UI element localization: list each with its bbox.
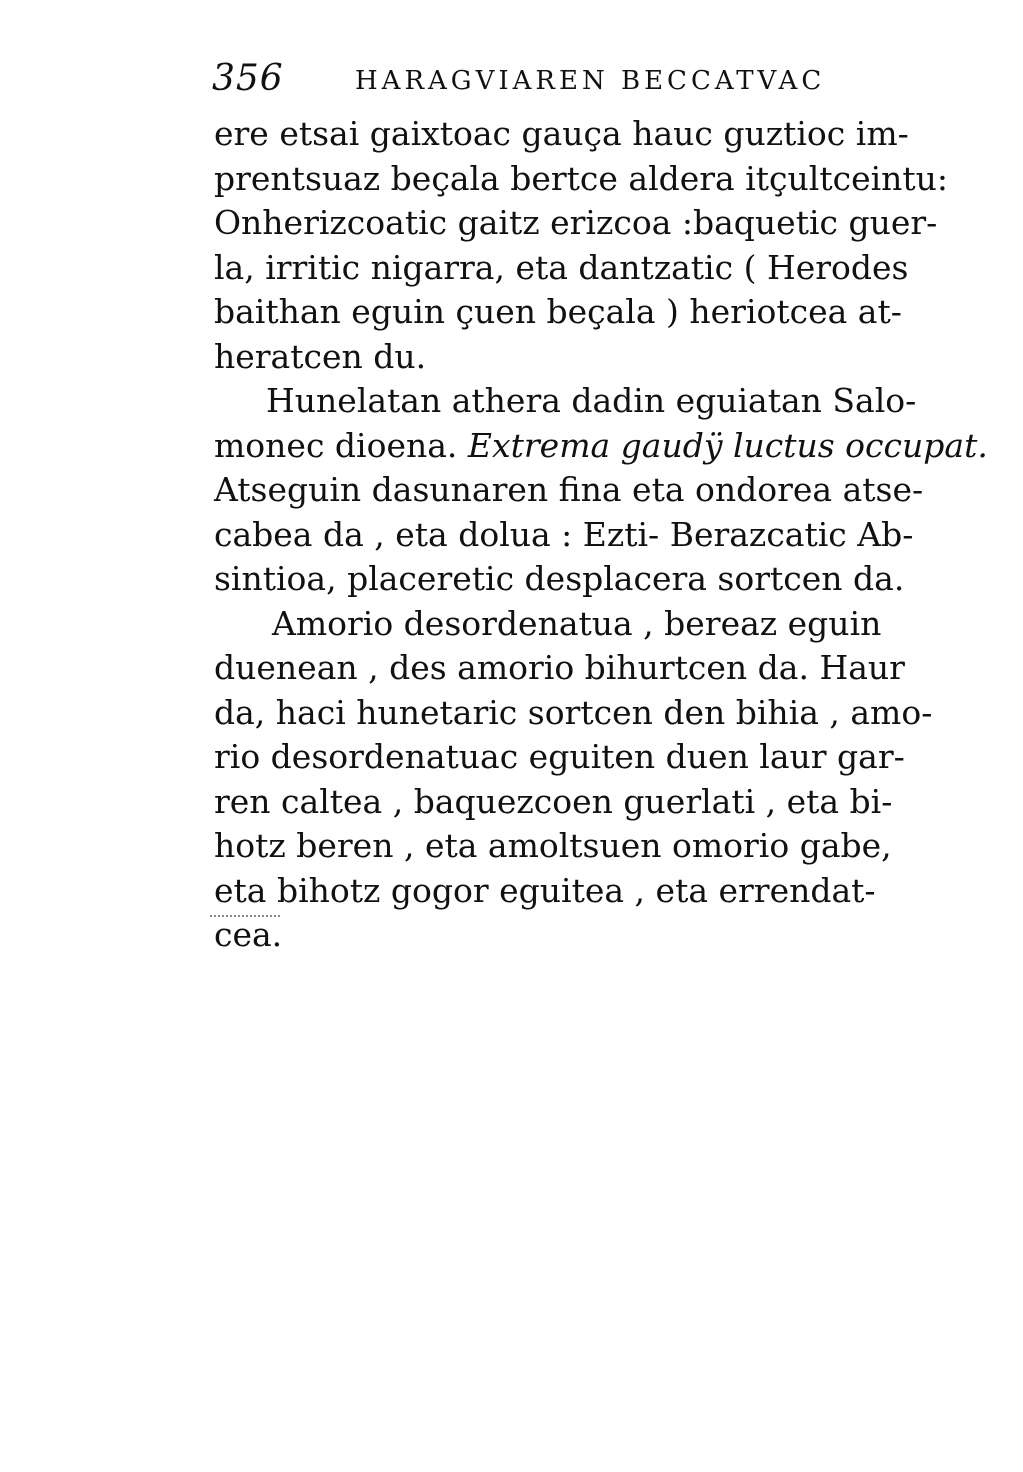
latin-quote: Extrema gaudÿ luctus occupat.: [467, 425, 988, 465]
text-line: ren caltea , baquezcoen guerlati , eta bi-: [214, 781, 893, 821]
ink-dots: [210, 915, 280, 925]
text-line: heratcen du.: [214, 336, 427, 376]
text-line: prentsuaz beçala bertce aldera itçultceintu:: [214, 158, 949, 198]
text-line: hotz beren , eta amoltsuen omorio gabe,: [214, 826, 892, 865]
text-line: eta bihotz gogor eguitea , eta errendat-: [214, 870, 876, 910]
page-header: [212, 58, 852, 104]
text-line: rio desordenatuac eguiten duen laur gar-: [214, 737, 905, 776]
text-line: Atseguin dasunaren fina eta ondorea atse-: [214, 470, 924, 509]
text-line: Hunelatan athera dadin eguiatan Salo-: [266, 381, 917, 420]
text-line: [214, 424, 988, 469]
text-line: la, irritic nigarra, eta dantzatic ( Herodes: [214, 247, 909, 287]
body-text: [214, 112, 988, 958]
text-line: baithan eguin çuen beçala ) heriotcea at-: [214, 292, 902, 331]
text-line: Onherizcoatic gaitz erizcoa :baquetic guer-: [214, 203, 938, 242]
text-line: duenean , des amorio bihurtcen da. Haur: [214, 648, 905, 687]
text-line: sintioa, placeretic desplacera sortcen da.: [214, 559, 905, 598]
text-line: cea.: [214, 915, 283, 954]
text-span: monec dioena.: [214, 425, 458, 465]
text-line: ere etsai gaixtoac gauça hauc guztioc im-: [214, 114, 909, 153]
running-head: HARAGVIAREN BECCATVAC: [355, 66, 826, 96]
page-number: 356: [212, 58, 284, 99]
text-line: da, haci hunetaric sortcen den bihia , amo-: [214, 692, 933, 732]
text-line: Amorio desordenatua , bereaz eguin: [272, 603, 882, 643]
text-line: cabea da , eta dolua : Ezti- Berazcatic Ab-: [214, 514, 914, 554]
